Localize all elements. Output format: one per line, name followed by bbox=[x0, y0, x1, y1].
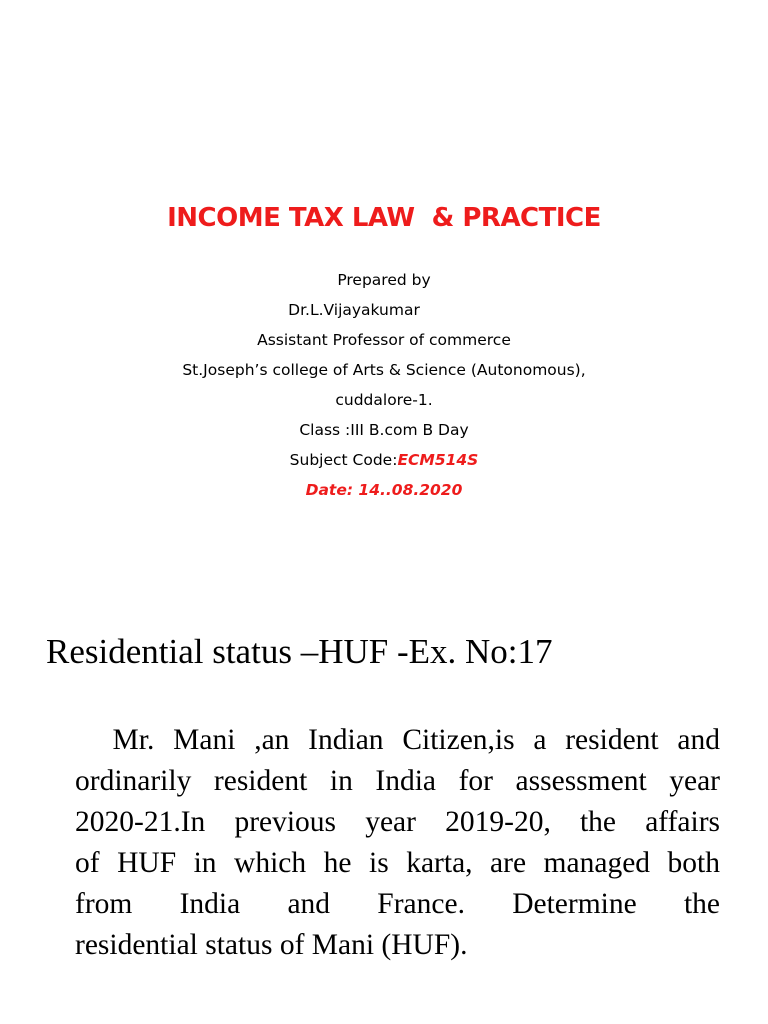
problem-line: from India and France. Determine the bbox=[75, 888, 720, 920]
exercise-slide bbox=[0, 580, 768, 1024]
problem-statement bbox=[75, 720, 720, 966]
subject-code-label: Subject Code: bbox=[289, 451, 398, 469]
problem-line: residential status of Mani (HUF). bbox=[75, 929, 468, 961]
class-info: Class :III B.com B Day bbox=[299, 421, 469, 439]
problem-line: 2020-21.In previous year 2019-20, the affairs bbox=[75, 806, 720, 838]
exercise-heading: Residential status –HUF -Ex. No:17 bbox=[46, 632, 553, 671]
author-name: Dr.L.Vijayakumar bbox=[288, 301, 420, 319]
problem-line: of HUF in which he is karta, are managed both bbox=[75, 847, 720, 879]
college-name: St.Joseph’s college of Arts & Science (Autonomous), bbox=[182, 361, 586, 379]
subject-code-value: ECM514S bbox=[397, 451, 479, 469]
slide-title: INCOME TAX LAW & PRACTICE bbox=[167, 203, 601, 233]
prepared-by-label: Prepared by bbox=[337, 271, 431, 289]
college-city: cuddalore-1. bbox=[335, 391, 433, 409]
problem-line: ordinarily resident in India for assessment year bbox=[75, 765, 720, 797]
slide-date: Date: 14..08.2020 bbox=[305, 481, 463, 499]
subject-code bbox=[0, 450, 768, 470]
author-designation: Assistant Professor of commerce bbox=[257, 331, 511, 349]
problem-line: Mr. Mani ,an Indian Citizen,is a resident and bbox=[75, 724, 720, 756]
